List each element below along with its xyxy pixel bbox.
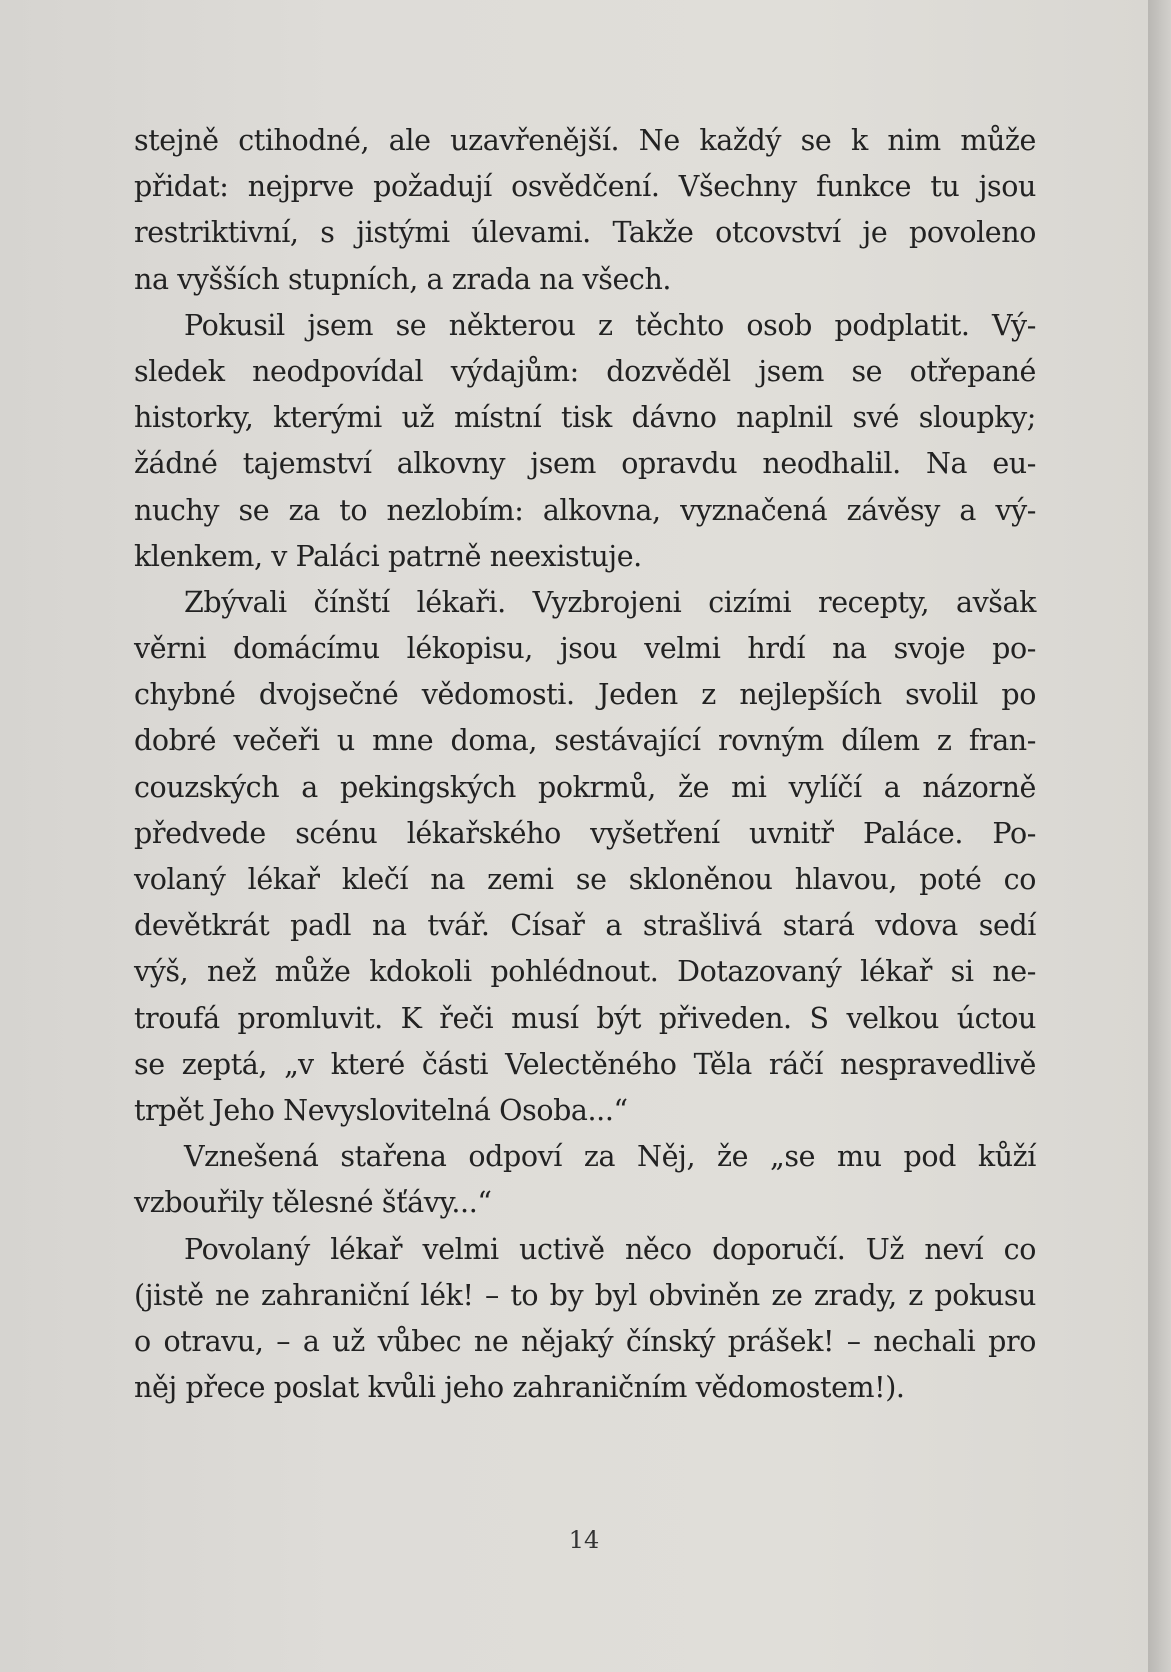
body-text bbox=[134, 118, 1036, 1411]
text-line: něj přece poslat kvůli jeho zahraničním vědomostem!). bbox=[134, 1371, 905, 1405]
text-line: věrni domácímu lékopisu, jsou velmi hrdí na svoje po- bbox=[134, 632, 1036, 666]
text-line: předvede scénu lékařského vyšetření uvnitř Paláce. Po- bbox=[134, 816, 1036, 850]
text-line: vzbouřily tělesné šťávy...“ bbox=[134, 1186, 492, 1220]
text-line: dobré večeři u mne doma, sestávající rovným dílem z fran- bbox=[134, 724, 1036, 758]
text-line: troufá promluvit. K řeči musí být přiveden. S velkou úctou bbox=[134, 1001, 1036, 1035]
text-line: Povolaný lékař velmi uctivě něco doporučí. Už neví co bbox=[184, 1232, 1036, 1266]
text-line: Zbývali čínští lékaři. Vyzbrojeni cizími recepty, avšak bbox=[184, 585, 1036, 619]
text-line: o otravu, – a už vůbec ne nějaký čínský prášek! – nechali pro bbox=[134, 1324, 1036, 1358]
text-line: se zeptá, „v které části Velectěného Těla ráčí nespravedlivě bbox=[134, 1047, 1036, 1081]
text-line: stejně ctihodné, ale uzavřenější. Ne každý se k nim může bbox=[134, 124, 1036, 157]
text-line: (jistě ne zahraniční lék! – to by byl obviněn ze zrady, z pokusu bbox=[134, 1278, 1036, 1312]
text-line: historky, kterými už místní tisk dávno naplnil své sloupky; bbox=[134, 401, 1036, 435]
text-line: přidat: nejprve požadují osvědčení. Všechny funkce tu jsou bbox=[134, 170, 1036, 204]
text-line: sledek neodpovídal výdajům: dozvěděl jsem se otřepané bbox=[134, 354, 1036, 388]
text-line: nuchy se za to nezlobím: alkovna, vyznačená závěsy a vý- bbox=[134, 493, 1036, 527]
text-line: výš, než může kdokoli pohlédnout. Dotazovaný lékař si ne- bbox=[134, 955, 1036, 989]
text-line: devětkrát padl na tvář. Císař a strašlivá stará vdova sedí bbox=[134, 909, 1036, 943]
text-line: chybné dvojsečné vědomosti. Jeden z nejlepších svolil po bbox=[134, 678, 1036, 712]
text-line: Pokusil jsem se některou z těchto osob podplatit. Vý- bbox=[184, 308, 1036, 342]
text-line: trpět Jeho Nevyslovitelná Osoba...“ bbox=[134, 1093, 628, 1127]
page-edge bbox=[1148, 0, 1171, 1672]
text-line: žádné tajemství alkovny jsem opravdu neodhalil. Na eu- bbox=[134, 447, 1036, 481]
page-number: 14 bbox=[568, 1526, 600, 1554]
text-line: volaný lékař klečí na zemi se skloněnou hlavou, poté co bbox=[134, 863, 1036, 896]
text-line: na vyšších stupních, a zrada na všech. bbox=[134, 262, 672, 296]
text-line: Vznešená stařena odpoví za Něj, že „se mu pod kůží bbox=[184, 1140, 1036, 1174]
text-line: couzských a pekingských pokrmů, že mi vylíčí a názorně bbox=[134, 770, 1036, 804]
text-line: restriktivní, s jistými úlevami. Takže otcovství je povoleno bbox=[134, 216, 1036, 250]
text-line: klenkem, v Paláci patrně neexistuje. bbox=[134, 539, 642, 573]
